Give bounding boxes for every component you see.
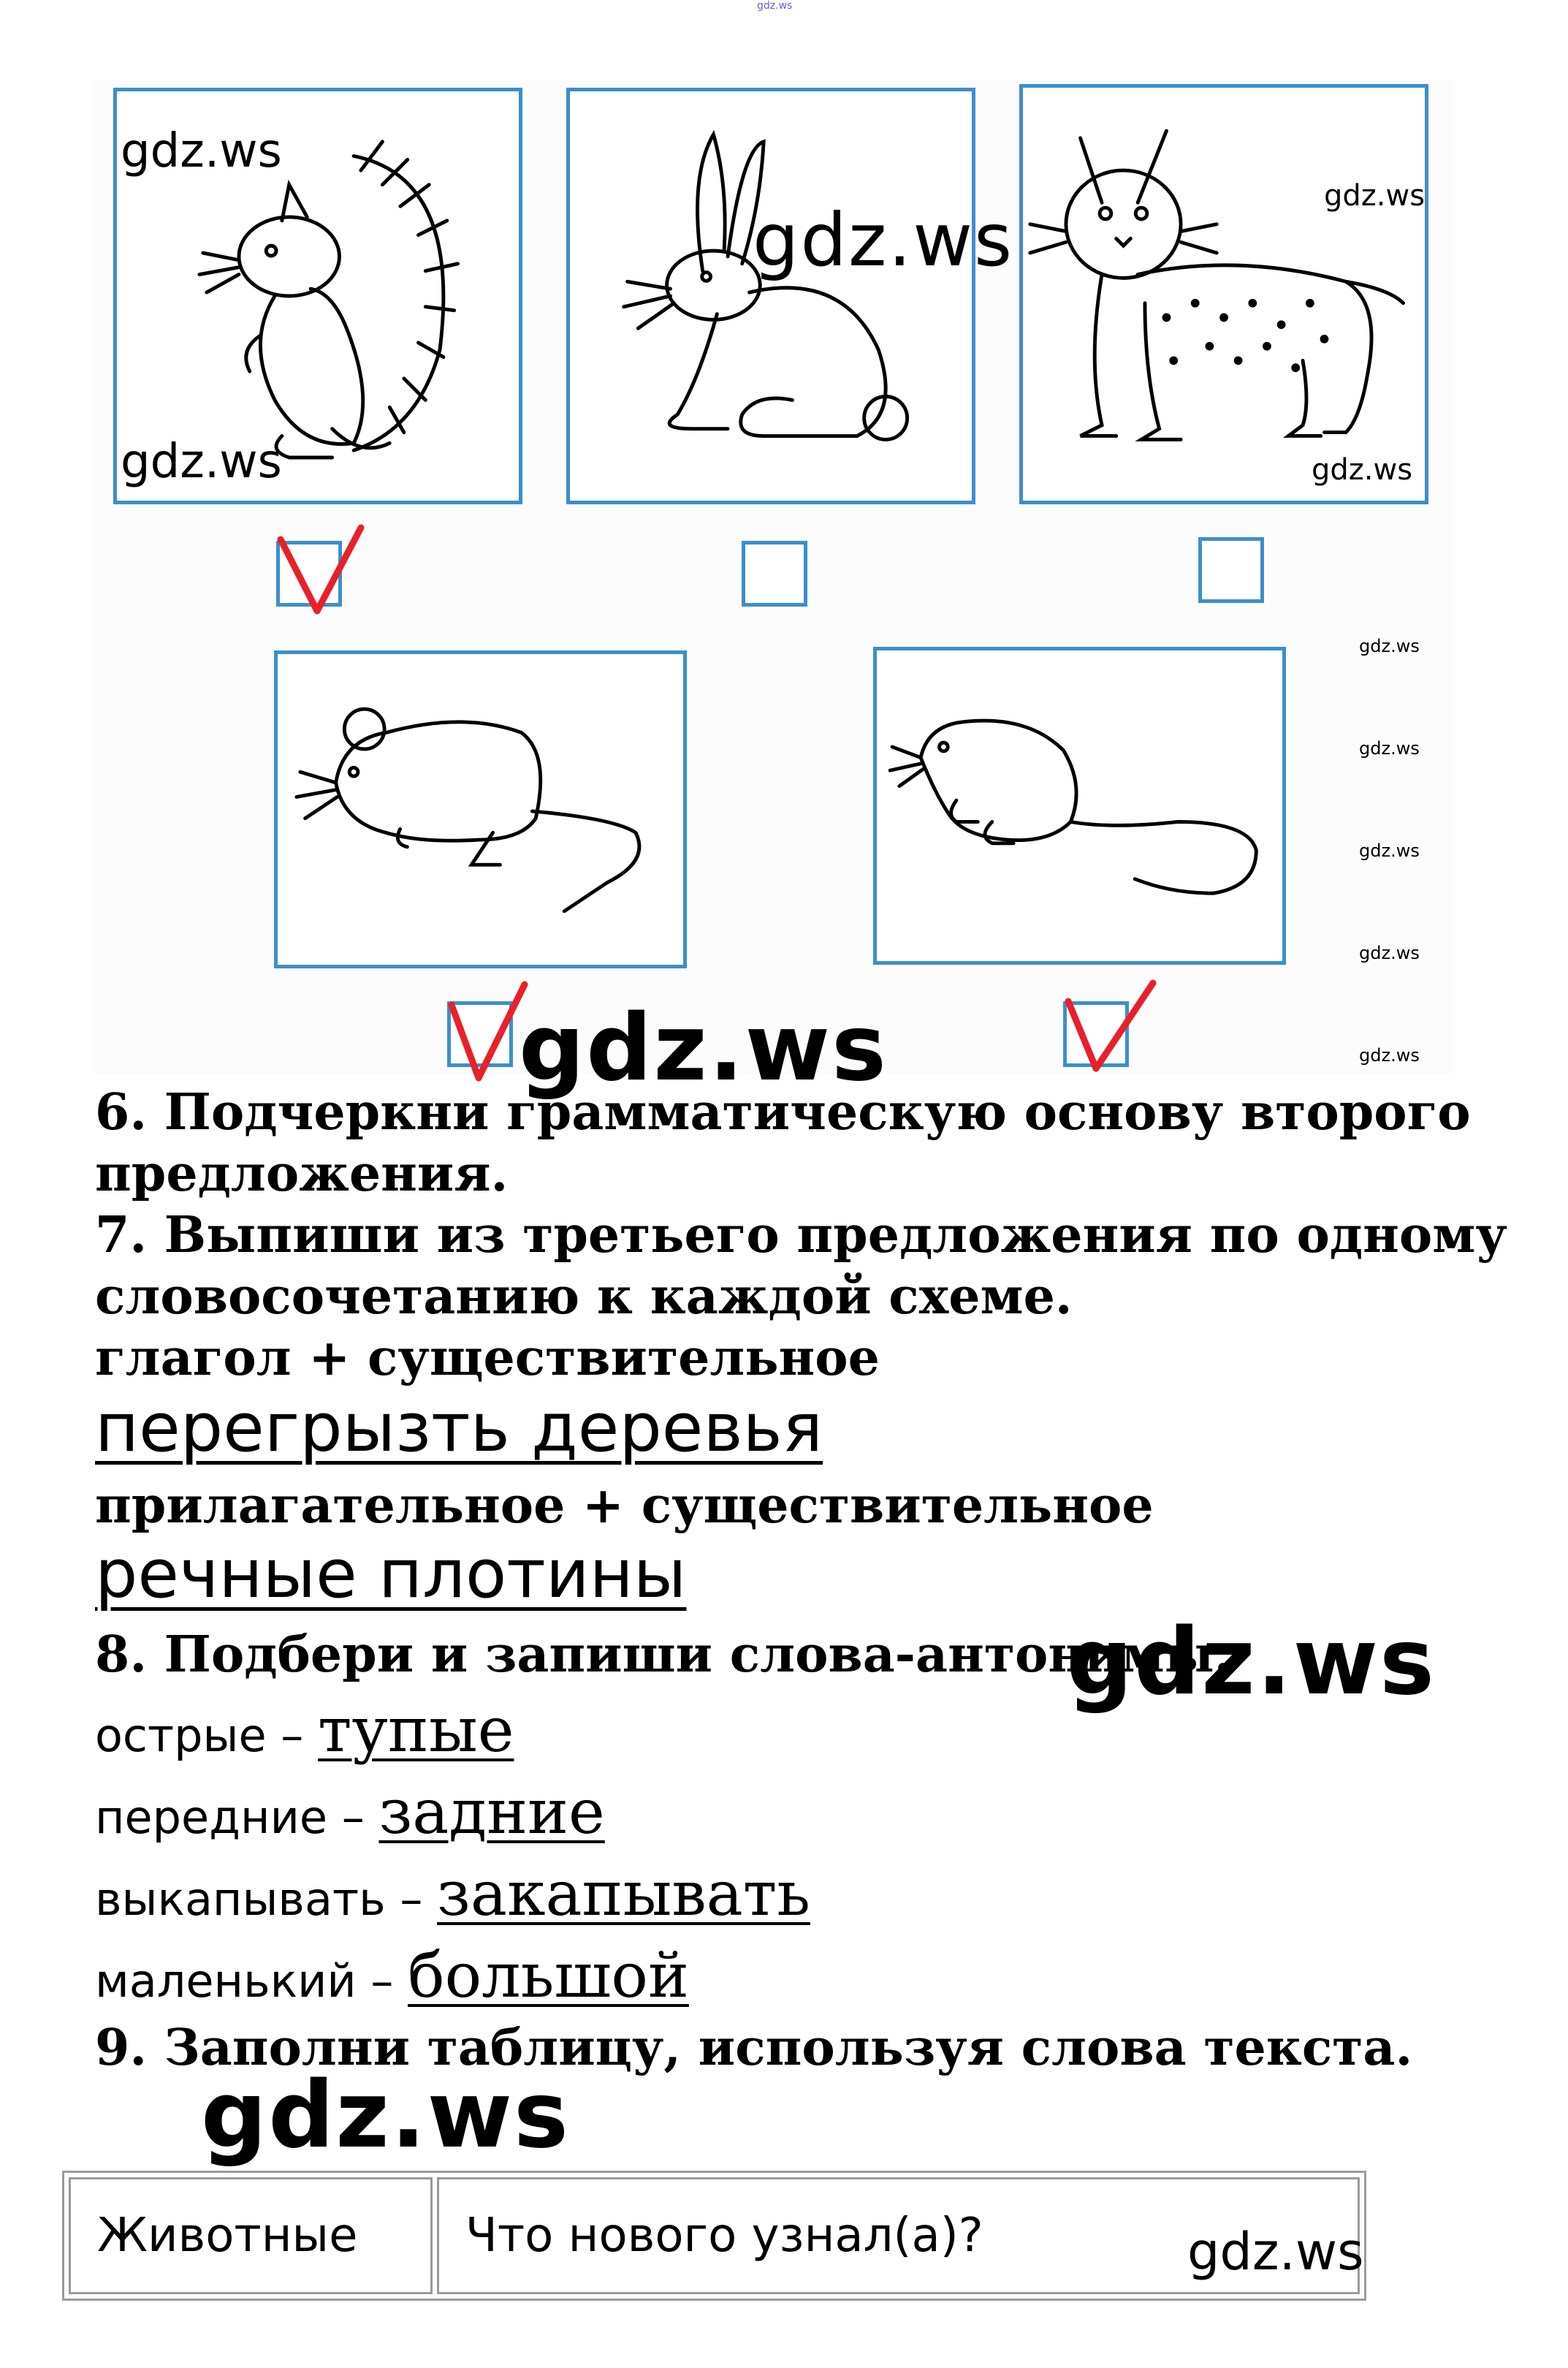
lynx-icon <box>1023 88 1425 501</box>
antonym-answer: закапывать <box>437 1858 810 1929</box>
watermark-top: gdz.ws <box>757 0 793 12</box>
watermark-squirrel-bottom: gdz.ws <box>121 435 282 489</box>
task6-line1: 6. Подчеркни грамматическую основу второго <box>95 1083 1471 1142</box>
antonym-word: острые – <box>95 1709 304 1762</box>
watermark-squirrel-top: gdz.ws <box>121 124 282 178</box>
antonym-answer: большой <box>408 1940 689 2011</box>
task8-title: 8. Подбери и запиши слова-антонимы. <box>95 1625 1232 1684</box>
checkbox-lynx[interactable] <box>1198 537 1264 603</box>
antonym-word: передние – <box>95 1791 365 1844</box>
check-mark-squirrel-icon <box>264 512 374 621</box>
task7-scheme2: прилагательное + существительное <box>95 1476 1154 1535</box>
watermark-side-1: gdz.ws <box>1359 636 1420 656</box>
antonym-answer: тупые <box>318 1694 514 1766</box>
task7-answer2: речные плотины <box>95 1535 687 1613</box>
watermark-checkbox-row: gdz.ws <box>519 994 888 1101</box>
watermark-side-3: gdz.ws <box>1359 840 1420 861</box>
task7-line1: 7. Выпиши из третьего предложения по одному <box>95 1206 1507 1264</box>
watermark-lynx-bottom: gdz.ws <box>1312 453 1413 487</box>
watermark-task8: gdz.ws <box>1067 1608 1436 1715</box>
mouse-picture <box>274 650 687 968</box>
task7-answer1: перегрызть деревья <box>95 1389 823 1467</box>
watermark-hare: gdz.ws <box>753 197 1014 283</box>
task7-line2: словосочетанию к каждой схеме. <box>95 1267 1073 1326</box>
antonym-pair-4 <box>95 1940 689 2011</box>
lynx-picture <box>1019 84 1428 504</box>
antonym-pair-2 <box>95 1776 605 1848</box>
antonym-word: выкапывать – <box>95 1872 423 1926</box>
beaver-icon <box>877 650 1282 961</box>
antonym-pair-3 <box>95 1858 810 1929</box>
mouse-icon <box>278 654 683 965</box>
table-header-new-info: Что нового узнал(а)? <box>437 2177 1360 2294</box>
watermark-lynx-top: gdz.ws <box>1324 179 1426 213</box>
task9-title: 9. Заполни таблицу, используя слова текста. <box>95 2019 1413 2077</box>
check-mark-beaver-icon <box>1059 972 1169 1082</box>
task7-scheme1: глагол + существительное <box>95 1329 880 1387</box>
watermark-table: gdz.ws <box>1187 2222 1364 2282</box>
hare-picture <box>566 88 975 504</box>
watermark-task9: gdz.ws <box>201 2061 570 2168</box>
table-header-animals: Животные <box>69 2177 433 2294</box>
antonym-pair-1 <box>95 1694 514 1766</box>
animals-table <box>62 2171 1366 2301</box>
hare-icon <box>570 91 972 501</box>
watermark-side-2: gdz.ws <box>1359 738 1420 759</box>
checkbox-hare[interactable] <box>742 541 807 607</box>
watermark-side-4: gdz.ws <box>1359 943 1420 963</box>
watermark-side-5: gdz.ws <box>1359 1045 1420 1066</box>
task6-line2: предложения. <box>95 1145 509 1203</box>
beaver-picture <box>873 647 1286 965</box>
antonym-word: маленький – <box>95 1954 394 2008</box>
antonym-answer: задние <box>378 1776 605 1848</box>
